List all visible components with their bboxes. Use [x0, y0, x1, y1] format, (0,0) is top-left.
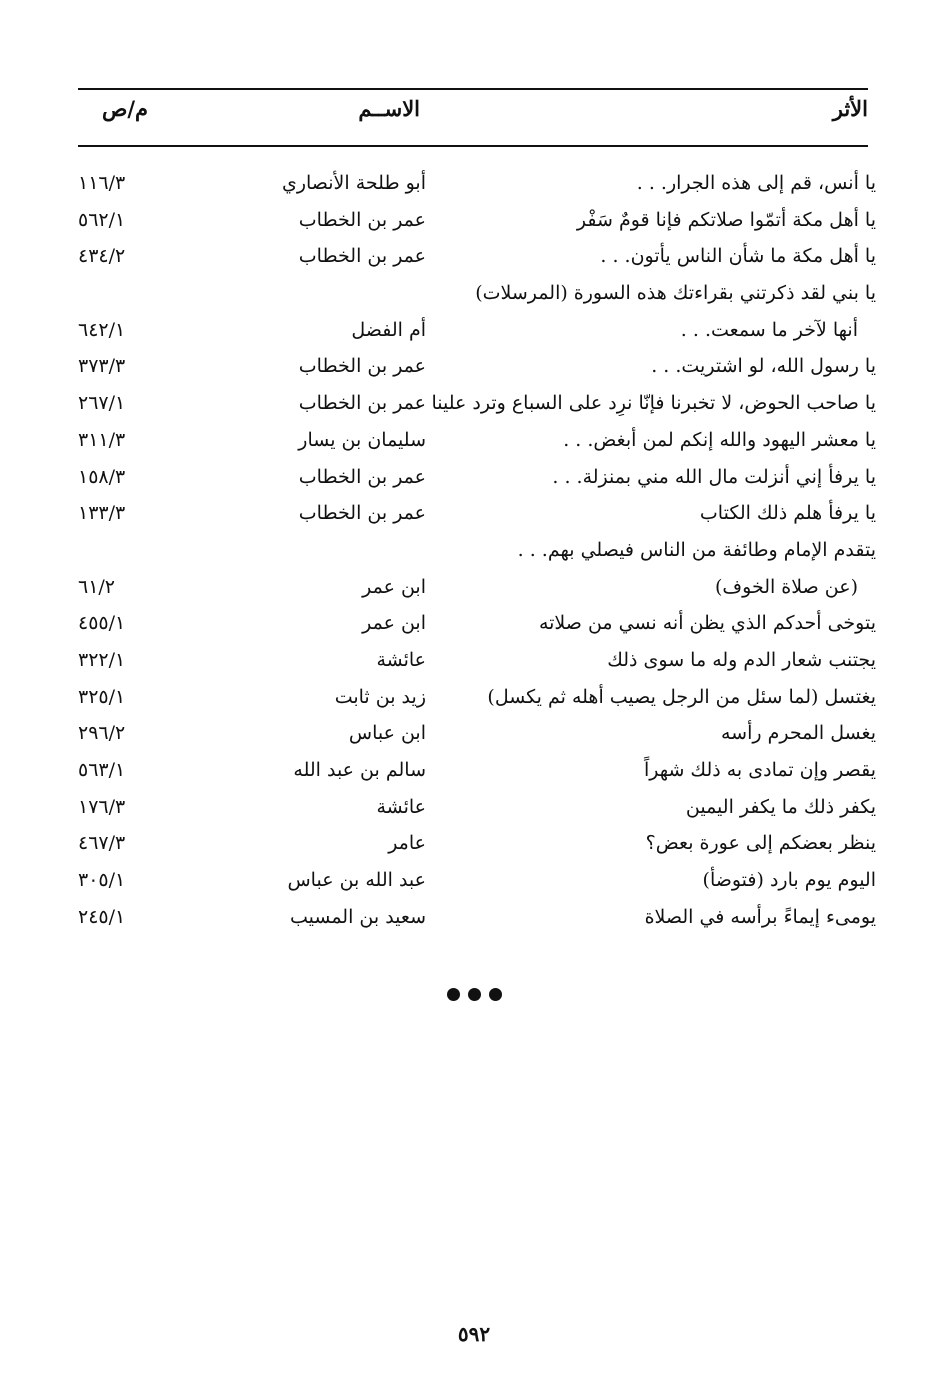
- narrator-name: عمر بن الخطاب: [298, 392, 426, 415]
- volume-page-reference: ١١٦/٣: [78, 172, 126, 194]
- athar-text: يغسل المحرم رأسه: [721, 722, 876, 745]
- volume-page-reference: ١٥٨/٣: [78, 465, 126, 488]
- volume-page-reference: ٣٠٥/١: [78, 869, 126, 892]
- narrator-name: سالم بن عبد الله: [293, 759, 426, 781]
- narrator-name: أبو طلحة الأنصاري: [281, 172, 426, 194]
- table-row: [0, 716, 948, 753]
- table-row: [0, 606, 948, 643]
- narrator-name: عبد الله بن عباس: [287, 869, 426, 892]
- volume-page-reference: ١٣٣/٣: [78, 502, 126, 525]
- volume-page-reference: ٦٤٢/١: [78, 318, 126, 341]
- athar-text: اليوم يوم بارد (فتوضأ): [702, 869, 876, 892]
- volume-page-reference: ٢٤٥/١: [78, 905, 126, 928]
- narrator-name: سعيد بن المسيب: [289, 905, 426, 928]
- athar-text: يغتسل (لما سئل من الرجل يصيب أهله ثم يكسل): [487, 685, 876, 708]
- athar-text: أنها لآخر ما سمعت. . .: [680, 318, 858, 341]
- narrator-name: ابن عمر: [362, 575, 426, 598]
- table-row: [0, 460, 948, 497]
- athar-text: يا يرفأ هلم ذلك الكتاب: [699, 502, 876, 525]
- volume-page-reference: ٢٦٧/١: [78, 392, 126, 415]
- section-end-ornament: [0, 986, 948, 1005]
- ornament-dot: [468, 988, 481, 1001]
- volume-page-reference: ٣١١/٣: [78, 428, 126, 451]
- volume-page-reference: ٢٩٦/٢: [78, 722, 126, 745]
- table-row: [0, 900, 948, 937]
- athar-text: يا أهل مكة ما شأن الناس يأتون. . .: [600, 245, 876, 268]
- table-row: [0, 826, 948, 863]
- athar-text: يقصر وإن تمادى به ذلك شهراً: [643, 759, 876, 781]
- table-row: [0, 203, 948, 240]
- athar-text: يا صاحب الحوض، لا تخبرنا فإنّا نرِد على السباع وترد علينا: [431, 392, 876, 415]
- table-row: [0, 349, 948, 386]
- table-row: [0, 166, 948, 203]
- column-header-reference: م/ص: [101, 96, 148, 121]
- table-row: [0, 643, 948, 680]
- narrator-name: سليمان بن يسار: [298, 428, 426, 451]
- volume-page-reference: ٤٣٤/٢: [78, 245, 126, 268]
- athar-text: يا أهل مكة أتمّوا صلاتكم فإنا قومٌ سَفْر: [576, 208, 876, 231]
- narrator-name: ابن عمر: [362, 612, 426, 635]
- narrator-name: عائشة: [376, 795, 426, 818]
- volume-page-reference: ٤٥٥/١: [78, 612, 126, 635]
- index-table-body: [0, 166, 948, 936]
- athar-text: يا معشر اليهود والله إنكم لمن أبغض. . .: [563, 428, 876, 451]
- volume-page-reference: ١٧٦/٣: [78, 795, 126, 818]
- athar-text: يتقدم الإمام وطائفة من الناس فيصلي بهم. . .: [517, 538, 876, 561]
- table-row: [0, 680, 948, 717]
- athar-text: يجتنب شعار الدم وله ما سوى ذلك: [607, 648, 876, 671]
- narrator-name: عائشة: [376, 648, 426, 671]
- table-row: [0, 276, 948, 313]
- narrator-name: عمر بن الخطاب: [298, 245, 426, 268]
- narrator-name: عامر: [388, 832, 426, 855]
- narrator-name: عمر بن الخطاب: [298, 355, 426, 378]
- athar-text: يا رسول الله، لو اشتريت. . .: [651, 355, 876, 378]
- narrator-name: أم الفضل: [351, 318, 426, 341]
- narrator-name: زيد بن ثابت: [334, 685, 426, 708]
- athar-text: يومىء إيماءً برأسه في الصلاة: [644, 905, 876, 928]
- page-number: ٥٩٢: [457, 1322, 491, 1346]
- table-row: [0, 790, 948, 827]
- table-top-rule: [78, 88, 868, 90]
- athar-text: يا أنس، قم إلى هذه الجرار. . .: [636, 172, 876, 194]
- table-row: [0, 496, 948, 533]
- volume-page-reference: ٥٦٢/١: [78, 208, 126, 231]
- athar-text: يكفر ذلك ما يكفر اليمين: [685, 795, 876, 818]
- table-row: [0, 863, 948, 900]
- table-header-rule: [78, 145, 868, 147]
- narrator-name: عمر بن الخطاب: [298, 502, 426, 525]
- volume-page-reference: ٣٢٢/١: [78, 648, 126, 671]
- table-row: [0, 533, 948, 570]
- narrator-name: عمر بن الخطاب: [298, 465, 426, 488]
- column-header-athar: الأثر: [832, 96, 868, 121]
- table-row: [0, 753, 948, 790]
- athar-text: يتوخى أحدكم الذي يظن أنه نسي من صلاته: [538, 612, 876, 635]
- volume-page-reference: ٣٢٥/١: [78, 685, 126, 708]
- table-row: [0, 239, 948, 276]
- table-row: [0, 386, 948, 423]
- narrator-name: عمر بن الخطاب: [298, 208, 426, 231]
- volume-page-reference: ٥٦٣/١: [78, 759, 126, 781]
- athar-text: (عن صلاة الخوف): [715, 575, 858, 598]
- table-row: [0, 313, 948, 350]
- volume-page-reference: ٦١/٢: [78, 575, 116, 598]
- ornament-dot: [447, 988, 460, 1001]
- narrator-name: ابن عباس: [348, 722, 426, 745]
- ornament-dot: [489, 988, 502, 1001]
- volume-page-reference: ٣٧٣/٣: [78, 355, 126, 378]
- athar-text: يا يرفأ إني أنزلت مال الله مني بمنزلة. . .: [552, 465, 876, 488]
- athar-text: ينظر بعضكم إلى عورة بعض؟: [645, 832, 876, 855]
- volume-page-reference: ٤٦٧/٣: [78, 832, 126, 855]
- table-row: [0, 423, 948, 460]
- athar-text: يا بني لقد ذكرتني بقراءتك هذه السورة (المرسلات): [475, 282, 876, 305]
- column-header-name: الاســم: [358, 96, 420, 121]
- table-row: [0, 570, 948, 607]
